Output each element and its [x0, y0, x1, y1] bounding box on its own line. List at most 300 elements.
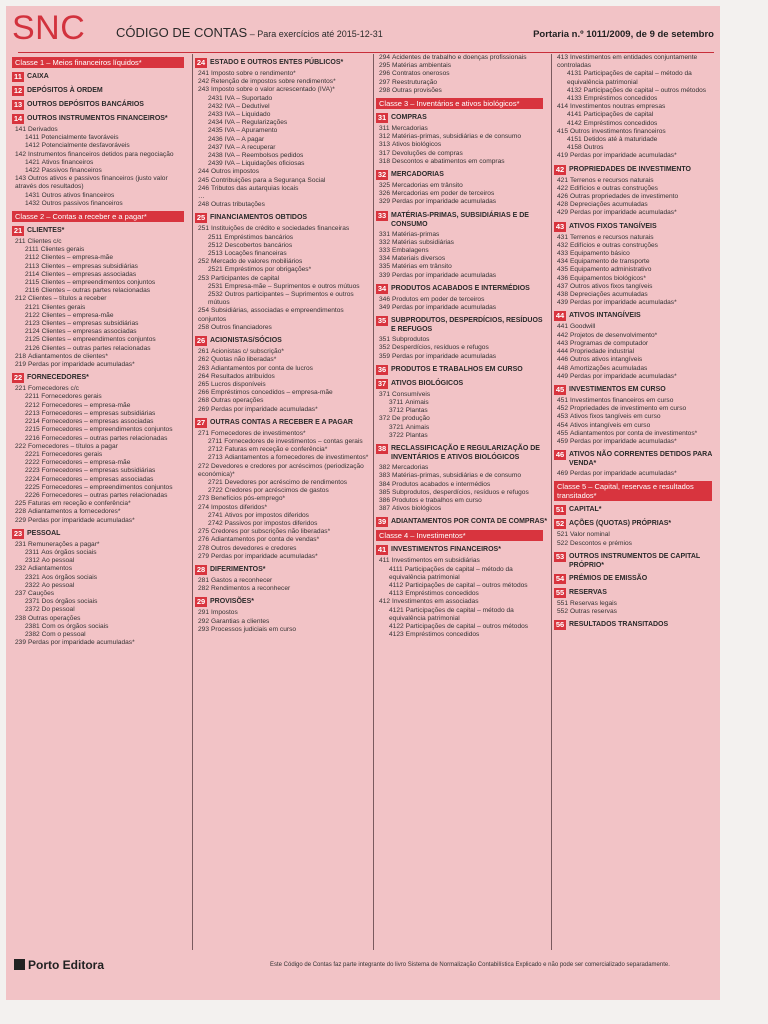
sub-account-code: 2221 [25, 450, 40, 458]
sub-account-code: 225 [15, 500, 27, 508]
account-name: MERCADORIAS [391, 171, 444, 179]
sub-account-label: Perdas por imparidade acumuladas [392, 271, 497, 279]
sub-account-label: IVA – Liquidado [224, 111, 271, 119]
sub-account-label: IVA – Suportado [224, 94, 273, 102]
account-heading [376, 545, 549, 555]
sub-account-label: Clientes – empresas subsidiárias [41, 262, 138, 270]
account-name: COMPRAS [391, 114, 427, 122]
sub-account-label: Locações financeiras [224, 250, 287, 258]
sub-account-label: Potencialmente desfavoráveis [41, 142, 130, 150]
sub-account-line [379, 87, 549, 95]
sub-account-label: Rendimentos a reconhecer [211, 585, 291, 593]
sub-account-label: Impostos diferidos* [211, 503, 268, 511]
account-number-badge: 54 [555, 573, 565, 583]
sub-account-label: Perdas por imparidade acumuladas* [570, 209, 677, 217]
sub-account-line [15, 312, 190, 320]
account-name: INVESTIMENTOS EM CURSO [569, 385, 666, 393]
column-divider [192, 54, 193, 950]
sub-account-line [198, 577, 371, 585]
sub-account-line [15, 623, 190, 631]
account-name: ATIVOS NÃO CORRENTES DETIDOS PARA VENDA* [569, 451, 712, 468]
sub-account-code: 433 [557, 250, 569, 258]
sub-account-code: 2226 [25, 491, 40, 499]
sub-account-code: 297 [379, 78, 391, 86]
sub-account-label: Fornecedores gerais [41, 450, 103, 458]
account-heading [195, 213, 371, 223]
sub-account-line [379, 231, 549, 239]
sub-account-line [557, 201, 718, 209]
account-heading [554, 385, 718, 395]
sub-account-label: Outros impostos [211, 168, 260, 176]
sub-account-code: 419 [557, 152, 569, 160]
sub-account-label: Equipamentos biológicos* [570, 274, 646, 282]
sub-account-label: Garantias a clientes [211, 617, 270, 625]
sub-account-code: 218 [15, 352, 27, 360]
sub-account-code: 243 [198, 86, 210, 94]
sub-account-line [557, 103, 718, 111]
sub-account-label: Matérias subsidiárias [392, 238, 454, 246]
sub-account-label: Clientes gerais [41, 303, 86, 311]
sub-account-label: Equipamento básico [570, 250, 630, 258]
sub-account-code: 2214 [25, 418, 40, 426]
sub-account-code: 242 [198, 78, 210, 86]
sub-account-label: Outras propriedades de investimento [570, 193, 679, 201]
sub-account-label: Com o pessoal [41, 630, 86, 638]
sub-account-line [379, 391, 549, 399]
sub-account-line [557, 177, 718, 185]
column-3 [376, 54, 549, 950]
sub-account-code: 349 [379, 304, 391, 312]
sub-account-line [198, 193, 371, 201]
sub-account-label: Ao pessoal [41, 557, 75, 565]
account-number-badge: 37 [377, 378, 387, 388]
sub-account-label: Investimentos noutras empresas [570, 103, 666, 111]
sub-account-label: Devedores por acréscimo de rendimentos [224, 478, 348, 486]
sub-account-code: 3722 [389, 431, 404, 439]
account-number-badge: 27 [196, 417, 206, 427]
sub-account-code: 2512 [208, 241, 223, 249]
sub-account-code: 459 [557, 437, 569, 445]
account-number-badge: 11 [12, 72, 24, 82]
sub-account-label: Perdas por imparidade acumuladas* [28, 639, 135, 647]
sub-account-label: Investimentos em entidades conjuntamente controladas [557, 54, 698, 70]
sub-account-code: 228 [15, 508, 27, 516]
sub-account-line [15, 304, 190, 312]
sub-account-code: 221 [15, 385, 27, 393]
sub-account-label: Participações de capital – outros métodos [405, 622, 529, 630]
sub-account-line [557, 266, 718, 274]
account-name: CAPITAL* [569, 506, 602, 514]
sub-account-label: Mercadorias [391, 125, 428, 133]
sub-account-code: 263 [198, 364, 210, 372]
publisher-logo [14, 958, 104, 972]
sub-account-line [379, 623, 549, 631]
sub-account-line [15, 451, 190, 459]
sub-account-line [15, 582, 190, 590]
sub-account-code: 2121 [25, 303, 40, 311]
sub-account-label: Subprodutos, desperdícios, resíduos e refugos [392, 488, 529, 496]
sub-account-label: Outros ativos fixos tangíveis [570, 282, 653, 290]
sub-account-label: Produtos e trabalhos em curso [392, 496, 482, 504]
account-heading [376, 113, 549, 123]
sub-account-line [557, 136, 718, 144]
sub-account-code: 4122 [389, 622, 404, 630]
account-heading [12, 86, 190, 96]
sub-account-label: Clientes – outras partes relacionadas [41, 344, 151, 352]
sub-account-label: Participações de capital – método da equivalência patrimonial [389, 565, 513, 581]
sub-account-line [557, 87, 718, 95]
sub-account-line [379, 598, 549, 606]
sub-account-line [557, 422, 718, 430]
sub-account-code: 276 [198, 536, 210, 544]
sub-account-label: Perdas por imparidade acumuladas [392, 198, 497, 206]
sub-account-line [379, 255, 549, 263]
sub-account-label: Edifícios e outras construções [570, 184, 658, 192]
sub-account-label: Reestruturação [392, 78, 438, 86]
sub-account-label: Credores por subscrições não liberadas* [211, 528, 331, 536]
sub-account-code: 253 [198, 274, 210, 282]
sub-account-label: Descobertos bancários [224, 241, 293, 249]
sub-account-line [15, 541, 190, 549]
sub-account-label: Terrenos e recursos naturais [570, 176, 654, 184]
sub-account-code: 293 [198, 625, 210, 633]
sub-account-label: Ativos intangíveis em curso [570, 421, 651, 429]
sub-account-code: 1412 [25, 142, 40, 150]
sub-account-code: 296 [379, 70, 391, 78]
sub-account-label: Empréstimos bancários [224, 233, 294, 241]
sub-account-line [379, 505, 549, 513]
sub-account-line [379, 158, 549, 166]
sub-account-line [15, 142, 190, 150]
sub-account-line [198, 365, 371, 373]
sub-account-line [15, 606, 190, 614]
sub-account-code: 1422 [25, 167, 40, 175]
sub-account-line [379, 304, 549, 312]
sub-account-line [557, 299, 718, 307]
account-name: DEPÓSITOS À ORDEM [27, 87, 103, 94]
sub-account-code: 2532 [208, 291, 223, 299]
sub-account-line [557, 70, 718, 86]
sub-account-label: Perdas por imparidade acumuladas* [570, 437, 677, 445]
sub-account-code: 2382 [25, 630, 40, 638]
account-name: RECLASSIFICAÇÃO E REGULARIZAÇÃO DE INVENTÁRIOS E ATIVOS BIOLÓGICOS [391, 445, 540, 462]
sub-account-line [198, 626, 371, 634]
sub-account-code: 521 [557, 531, 569, 539]
sub-account-label: Outros investimentos financeiros [570, 127, 666, 135]
sub-account-code: 387 [379, 505, 391, 513]
sub-account-line [198, 234, 371, 242]
sub-account-line [557, 111, 718, 119]
sub-account-label: Ativos biológicos [392, 141, 442, 149]
sub-account-code: 2513 [208, 250, 223, 258]
sub-account-label: Tributos das autarquias locais [211, 184, 299, 192]
sub-account-label: Outros ativos financeiros [41, 191, 115, 199]
sub-account-line [15, 271, 190, 279]
account-name: FORNECEDORES* [27, 374, 89, 382]
column-divider [373, 54, 374, 950]
sub-account-code: 3712 [389, 407, 404, 415]
sub-account-label: Investimentos em associadas [392, 598, 479, 606]
page-title [116, 25, 383, 40]
portaria-reference: Portaria n.º 1011/2009, de 9 de setembro [533, 29, 714, 40]
sub-account-line [198, 504, 371, 512]
sub-account-label: Fornecedores – títulos a pagar [28, 442, 118, 450]
sub-account-line [15, 192, 190, 200]
sub-account-line [379, 247, 549, 255]
sub-account-line [15, 361, 190, 369]
class-header: Classe 4 – Investimentos* [376, 530, 543, 541]
sub-account-code: 264 [198, 372, 210, 380]
sub-account-label: Outros financiadores [211, 323, 272, 331]
sub-account-code: 265 [198, 380, 210, 388]
sub-account-label: Fornecedores de investimentos* [211, 429, 306, 437]
sub-account-line [557, 234, 718, 242]
footer-note: Este Código de Contas faz parte integrante do livro Sistema de Normalização Contabilística Explicado e não pode ser comercializado separadamente. [270, 962, 670, 968]
sub-account-line [198, 86, 371, 94]
sub-account-line [198, 70, 371, 78]
sub-account-line [379, 464, 549, 472]
sub-account-code: 4121 [389, 606, 404, 614]
sub-account-label: De produção [392, 415, 430, 423]
sub-account-label: Instituições de crédito e sociedades financeiras [211, 225, 350, 233]
sub-account-code: 332 [379, 238, 391, 246]
sub-account-label: Empréstimos concedidos [583, 119, 658, 127]
sub-account-code: 222 [15, 442, 27, 450]
sub-account-line [198, 283, 371, 291]
sub-account-label: Perdas por imparidade acumuladas [392, 304, 497, 312]
sub-account-line [557, 540, 718, 548]
account-number-badge: 24 [196, 58, 206, 67]
account-number-badge: 22 [13, 373, 23, 383]
account-number-badge: 29 [196, 597, 206, 607]
account-number-badge: 12 [13, 86, 23, 95]
account-number-badge: 39 [377, 517, 387, 527]
sub-account-label: Clientes – títulos a receber [28, 295, 107, 303]
sub-account-label: Fornecedores – empresa-mãe [41, 459, 131, 467]
sub-account-label: Desperdícios, resíduos e refugos [392, 344, 489, 352]
header [12, 8, 718, 52]
sub-account-line [198, 609, 371, 617]
sub-account-code: 432 [557, 241, 569, 249]
sub-account-line [379, 481, 549, 489]
sub-account-code: 1431 [25, 191, 40, 199]
account-number-badge: 53 [555, 551, 565, 561]
sub-account-label: Perdas por imparidade acumuladas [392, 352, 497, 360]
sub-account-code: 2312 [25, 557, 40, 565]
sub-account-code: 454 [557, 421, 569, 429]
sub-account-line [15, 175, 190, 191]
account-number-badge: 45 [555, 384, 565, 394]
sub-account-code: 2113 [25, 262, 40, 270]
sub-account-line [198, 152, 371, 160]
account-name: OUTROS DEPÓSITOS BANCÁRIOS [27, 101, 144, 108]
sub-account-label: Fornecedores gerais [41, 393, 102, 401]
sub-account-code: 4133 [567, 95, 582, 103]
sub-account-label: Programas de computador [570, 339, 649, 347]
sub-account-code: 428 [557, 201, 569, 209]
sub-account-label: Adiantamentos a fornecedores* [28, 508, 121, 516]
sub-account-label: Derivados [28, 126, 58, 133]
sub-account-line [198, 520, 371, 528]
sub-account-line [15, 246, 190, 254]
sub-account-code: 384 [379, 480, 391, 488]
sub-account-line [15, 435, 190, 443]
sub-account-code: 2216 [25, 434, 40, 442]
sub-account-code: 2531 [208, 282, 223, 290]
sub-account-label: Devoluções de compras [392, 149, 463, 157]
sub-account-line [557, 323, 718, 331]
sub-account-code: 2712 [208, 446, 223, 454]
sub-account-label: Com os órgãos sociais [41, 622, 109, 630]
sub-account-line [198, 111, 371, 119]
sub-account-label: Dos órgãos sociais [41, 598, 98, 606]
account-heading [195, 597, 371, 607]
sub-account-label: Empréstimos por obrigações* [224, 266, 312, 274]
sub-account-line [557, 348, 718, 356]
sub-account-label: Propriedade industrial [570, 348, 635, 356]
sub-account-line [557, 242, 718, 250]
sub-account-line [198, 144, 371, 152]
sub-account-code: 295 [379, 62, 391, 70]
sub-account-label: Projetos de desenvolvimento* [570, 331, 658, 339]
sub-account-code: 346 [379, 295, 391, 303]
sub-account-line [15, 238, 190, 246]
subtitle: – Para exercícios até 2015-12-31 [247, 29, 383, 39]
sub-account-code: 239 [15, 639, 27, 647]
account-number-badge: 31 [377, 113, 387, 123]
sub-account-label: IVA – Liquidações oficiosas [224, 160, 305, 168]
sub-account-label: Amortizações acumuladas [570, 364, 648, 372]
sub-account-label: Participações de capital – método da equivalência patrimonial [389, 606, 514, 622]
sub-account-label: Clientes – empresas associadas [41, 270, 137, 278]
sub-account-label: Empréstimos concedidos [583, 95, 658, 103]
sub-account-code: 1432 [25, 199, 40, 207]
sub-account-line [557, 193, 718, 201]
sub-account-label: IVA – Dedutível [224, 102, 270, 110]
account-name: PESSOAL [27, 529, 61, 537]
sub-account-code: 325 [379, 182, 391, 190]
sub-account-line [557, 332, 718, 340]
sub-account-label: Clientes c/c [27, 238, 62, 246]
sub-account-label: Empréstimos concedidos – empresa-mãe [211, 389, 333, 397]
account-name: PRODUTOS E TRABALHOS EM CURSO [391, 365, 523, 373]
sub-account-line [15, 557, 190, 565]
sub-account-label: Investimentos em subsidiárias [391, 557, 480, 565]
sub-account-label: IVA – Reembolsos pedidos [224, 152, 304, 160]
sub-account-label: Reservas legais [570, 599, 617, 607]
sub-account-code: 251 [198, 225, 210, 233]
account-name: ATIVOS FIXOS TANGÍVEIS [569, 222, 657, 230]
sub-account-label: Perdas por imparidade acumuladas* [570, 299, 677, 307]
sub-account-label: Outras provisões [392, 86, 442, 94]
sub-account-code: 2372 [25, 606, 40, 614]
sub-account-line [198, 545, 371, 553]
sub-account-code: 269 [198, 405, 210, 413]
sub-account-code: 429 [557, 209, 569, 217]
account-name: ATIVOS INTANGÍVEIS [569, 312, 641, 320]
sub-account-label: Faturas em receção e conferência* [28, 500, 131, 508]
sub-account-code: 258 [198, 323, 210, 331]
sub-account-line [15, 336, 190, 344]
sub-account-line [557, 397, 718, 405]
sub-account-line [557, 430, 718, 438]
sub-account-line [379, 424, 549, 432]
sub-account-code: 2741 [208, 511, 223, 519]
sub-account-line [15, 418, 190, 426]
sub-account-code: 261 [198, 348, 210, 356]
sub-account-label: Animais [405, 423, 430, 431]
sub-account-line [15, 393, 190, 401]
sub-account-line [15, 639, 190, 647]
sub-account-code: 4113 [389, 590, 404, 598]
sub-account-label: Fornecedores de investimentos – contas gerais [224, 437, 363, 445]
sub-account-code: 2111 [25, 246, 39, 254]
sub-account-line [15, 200, 190, 208]
sub-account-code: 2225 [25, 483, 40, 491]
account-heading [376, 284, 549, 294]
sub-account-label: Materiais diversos [392, 255, 446, 263]
sub-account-label: Ativos financeiros [41, 158, 94, 166]
account-heading [195, 58, 371, 68]
sub-account-label: Empresa-mãe – Suprimentos e outros mútuos [224, 282, 360, 290]
sub-account-label: Mercadorias em trânsito [392, 182, 463, 190]
account-number-badge: 55 [555, 587, 565, 597]
sub-account-line [557, 340, 718, 348]
account-heading [554, 519, 718, 529]
sub-account-label: Adiantamentos por conta de vendas* [211, 536, 320, 544]
sub-account-label: Ativos por impostos diferidos [224, 511, 309, 519]
account-heading [195, 336, 371, 346]
sub-account-label: Clientes – outras partes relacionadas [41, 287, 151, 295]
sub-account-line [198, 250, 371, 258]
sub-account-label: Outros [583, 144, 604, 152]
sub-account-code: 359 [379, 352, 391, 360]
sub-account-label: Resultados atribuídos [211, 372, 275, 380]
account-name: PROVISÕES* [210, 598, 254, 606]
sub-account-code: 334 [379, 255, 391, 263]
sub-account-line [198, 553, 371, 561]
sub-account-line [557, 365, 718, 373]
sub-account-code: 2435 [208, 127, 223, 135]
sub-account-line [198, 119, 371, 127]
sub-account-code: 422 [557, 184, 569, 192]
sub-account-code: 1411 [25, 134, 40, 142]
sub-account-code: 469 [557, 470, 569, 478]
sub-account-code: 411 [379, 557, 390, 565]
sub-account-code: 438 [557, 291, 569, 299]
class-header: Classe 1 – Meios financeiros líquidos* [12, 57, 184, 68]
sub-account-label: Gastos a reconhecer [211, 576, 273, 584]
sub-account-code: 2432 [208, 102, 223, 110]
sub-account-code: … [198, 193, 205, 201]
sub-account-label: Descontos e abatimentos em compras [392, 157, 505, 165]
sub-account-code: 252 [198, 258, 210, 266]
sub-account-line [198, 585, 371, 593]
sub-account-code: 2311 [25, 548, 40, 556]
sub-account-line [15, 159, 190, 167]
sub-account-line [379, 182, 549, 190]
account-name: RESERVAS [569, 588, 607, 596]
sub-account-line [379, 489, 549, 497]
sub-account-label: IVA – Regularizações [224, 119, 288, 127]
sub-account-label: Acionistas c/ subscrição* [211, 348, 284, 356]
sub-account-label: Mercado de valores mobiliários [211, 258, 303, 266]
sub-account-line [198, 266, 371, 274]
column-divider [551, 54, 552, 950]
sub-account-label: Ativos fixos tangíveis em curso [570, 413, 661, 421]
sub-account-code: 219 [15, 361, 27, 369]
account-name: ACIONISTAS/SÓCIOS [210, 337, 282, 345]
